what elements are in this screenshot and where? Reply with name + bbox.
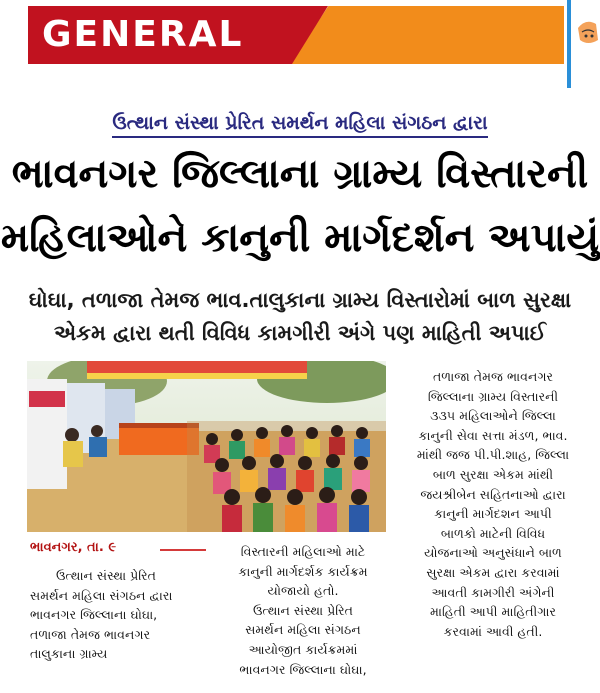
section-header — [28, 6, 564, 64]
body-line: સુરક્ષા એકમ દ્વારા કરવામાં — [426, 564, 560, 580]
vertical-rule — [567, 0, 571, 88]
dateline: ભાવનગર, તા. ૯ — [30, 540, 117, 555]
body-line: તાલુકાના ગ્રામ્ય — [30, 646, 108, 662]
body-line: કરવામાં આવી હતી. — [443, 623, 543, 639]
body-line: વિસ્તારની મહિલાઓ માટે — [240, 544, 366, 559]
article-column-middle — [214, 542, 392, 679]
body-line: આયોજીત કાર્યક્રમમાં — [248, 641, 358, 657]
headline-line-2: મહિલાઓને કાનુની માર્ગદર્શન અપાયું — [0, 215, 600, 261]
event-photo — [27, 361, 386, 532]
subheadline-line-2: એકમ દ્વારા થતી વિવિધ કામગીરી અંગે પણ માહિતી અપાઈ — [54, 321, 546, 345]
body-line: જિલ્લાના ગ્રામ્ય વિસ્તારની — [427, 388, 559, 404]
body-line: ભાવનગર જિલ્લાના ઘોઘા, — [239, 661, 367, 677]
body-line: સમર્થન મહિલા સંગઠન — [245, 622, 361, 638]
article-kicker: ઉત્થાન સંસ્થા પ્રેરિત સમર્થન મહિલા સંગઠન દ્વારા — [0, 112, 600, 134]
section-title: GENERAL — [42, 14, 244, 55]
event-photo-image — [27, 361, 386, 532]
article-column-left — [30, 566, 208, 664]
corner-decoration-icon — [576, 10, 600, 60]
body-line: ઉત્થાન સંસ્થા પ્રેરિત — [56, 568, 156, 583]
body-line: માહિતી આપી માહિતીગાર — [429, 604, 557, 620]
body-line: માંથી જજ પી.પી.શાહ, જિલ્લા — [416, 447, 570, 463]
body-line: કાનુની માર્ગદર્શક કાર્યક્રમ — [238, 563, 368, 579]
body-line: તળાજા તેમજ ભાવનગર — [432, 369, 554, 384]
body-line: ૩૩૫ મહિલાઓને જિલ્લા — [430, 408, 556, 424]
header-orange-band — [290, 6, 564, 64]
body-line: ઉત્થાન સંસ્થા પ્રેરિત — [253, 602, 353, 618]
body-line: યોજાયો હતો. — [267, 583, 339, 599]
body-line: બાળકો માટેની વિવિધ — [440, 525, 546, 541]
body-line: તળાજા તેમજ ભાવનગર — [30, 626, 151, 642]
body-line: યોજનાઓ અનુસંધાને બાળ — [424, 545, 562, 561]
body-line: બાળ સુરક્ષા એકમ માંથી — [432, 466, 554, 482]
body-line: ભાવનગર જિલ્લાના ઘોઘા, — [30, 607, 158, 623]
dateline-rule — [160, 549, 206, 551]
body-line: આવતી કામગીરી અંગેની — [431, 584, 555, 600]
body-line: કાનુની સેવા સત્તા મંડળ, ભાવ. — [418, 427, 568, 443]
subheadline-line-1: ઘોઘા, તળાજા તેમજ ભાવ.તાલુકાના ગ્રામ્ય વિસ્તારોમાં બાળ સુરક્ષા — [28, 288, 572, 312]
headline-line-1: ભાવનગર જિલ્લાના ગ્રામ્ય વિસ્તારની — [11, 151, 589, 197]
body-line: સમર્થન મહિલા સંગઠન દ્વારા — [30, 587, 173, 603]
article-column-right — [398, 367, 588, 641]
subheadline — [0, 284, 600, 350]
body-line: કાનુની માર્ગદશન આપી — [434, 506, 552, 522]
body-line: જયશ્રીબેન સહિતનાઓ દ્વારા — [420, 486, 566, 502]
